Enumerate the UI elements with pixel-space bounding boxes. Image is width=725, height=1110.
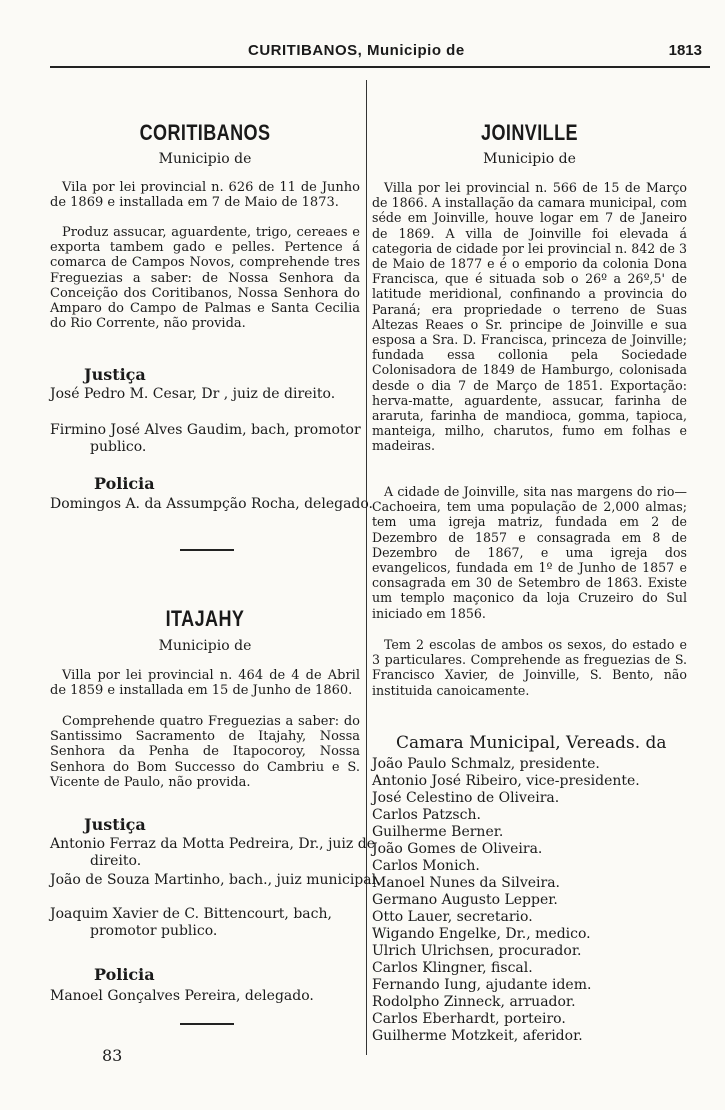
council-heading: Camara Municipal, Vereads. da [396,733,667,753]
paragraph: Produz assucar, aguardente, trigo, cereaes e exporta tambem gado e pelles. Pertence á comarca de Campos Novos, comprehende tres Freguezias a saber: de Nossa Senhora da Conceição dos Coritibanos, Nossa Senhora do Amparo do Campo de Palmas e Santa Cecilia do Rio Corrente, não provida. [50,225,360,332]
official-entry: João de Souza Martinho, bach., juiz municipal. [50,872,381,888]
council-member: Germano Augusto Lepper. [372,892,558,908]
paragraph: Comprehende quatro Freguezias a saber: do Santissimo Sacramento de Itajahy, Nossa Senhora da Penha de Itapocoroy, Nossa Senhora do Bom Successo do Cambriu e S. Vicente de Paulo, não provida. [50,714,360,790]
paragraph: Villa por lei provincial n. 566 de 15 de Março de 1866. A installação da camara municipal, com séde em Joinville, houve logar em 7 de Janeiro de 1869. A villa de Joinville foi elevada á categoria de cidade por lei provincial n. 842 de 3 de Maio de 1877 e é o emporio da colonia Dona Francisca, que é situada sob o 26º a 26º,5' de latitude meridional, confinando a provincia do Paraná; era propriedade o terreno de Suas Altezas Reaes o Sr. principe de Joinville e sua esposa a Sra. D. Francisca, princeza de Joinville; fundada essa collonia pela Sociedade Colonisadora de 1849 de Hamburgo, colonisada desde o dia 7 de Março de 1851. Exportação: herva-matte, aguardente, assucar, farinha de araruta, farinha de mandioca, gomma, tapioca, manteiga, milho, charutos, fumo em folhas e madeiras. [372,180,687,454]
council-member: Carlos Patzsch. [372,807,481,823]
council-member: Guilherme Berner. [372,824,504,840]
section-divider [180,1023,234,1025]
official-entry: Antonio Ferraz da Motta Pedreira, Dr., juiz de direito. [50,836,375,869]
policia-heading: Policia [94,474,155,493]
council-member: Carlos Klingner, fiscal. [372,960,533,976]
council-member: João Gomes de Oliveira. [372,841,543,857]
official-entry: José Pedro M. Cesar, Dr , juiz de direito. [50,386,336,402]
council-member: Carlos Eberhardt, porteiro. [372,1011,566,1027]
council-member: João Paulo Schmalz, presidente. [372,756,600,772]
justica-heading: Justiça [84,365,146,384]
section-divider [180,549,234,551]
council-member: Rodolpho Zinneck, arruador. [372,994,576,1010]
section-subtitle: Municipio de [158,638,252,654]
council-member: Manoel Nunes da Silveira. [372,875,561,891]
justica-heading: Justiça [84,815,146,834]
section-subtitle: Municipio de [483,151,576,167]
footer-number: 83 [102,1046,123,1065]
section-title-curitibanos: CORITIBANOS [139,120,271,145]
official-entry: Domingos A. da Assumpção Rocha, delegado. [50,496,374,512]
section-title-itajahy: ITAJAHY [165,606,245,631]
page-number: 1813 [668,42,702,59]
council-member: Wigando Engelke, Dr., medico. [372,926,591,942]
council-member: Carlos Monich. [372,858,480,874]
paragraph: Vila por lei provincial n. 626 de 11 de Junho de 1869 e installada em 7 de Maio de 1873. [50,180,360,211]
council-member: Fernando Iung, ajudante idem. [372,977,592,993]
council-member: Guilherme Motzkeit, aferidor. [372,1028,583,1044]
section-title-joinville: JOINVILLE [481,120,578,145]
paragraph: Villa por lei provincial n. 464 de 4 de Abril de 1859 e installada em 15 de Junho de 1860. [50,668,360,699]
policia-heading: Policia [94,965,155,984]
official-entry: Joaquim Xavier de C. Bittencourt, bach, promotor publico. [50,906,332,939]
official-entry: Manoel Gonçalves Pereira, delegado. [50,988,314,1004]
council-member: Ulrich Ulrichsen, procurador. [372,943,582,959]
running-title: CURITIBANOS, Municipio de [248,42,465,59]
council-member: Otto Lauer, secretario. [372,909,533,925]
council-member: Antonio José Ribeiro, vice-presidente. [372,773,640,789]
section-subtitle: Municipio de [158,151,252,167]
paragraph: Tem 2 escolas de ambos os sexos, do estado e 3 particulares. Comprehende as freguezias de S. Francisco Xavier, de Joinville, S. Bento, não instituida canoicamente. [372,637,687,698]
page-header [50,38,710,68]
council-member: José Celestino de Oliveira. [372,790,560,806]
official-entry: Firmino José Alves Gaudim, bach, promotor publico. [50,422,361,455]
paragraph: A cidade de Joinville, sita nas margens do rio—Cachoeira, tem uma população de 2,000 almas; tem uma igreja matriz, fundada em 2 de Dezembro de 1857 e consagrada em 8 de Dezembro de 1867, e uma igreja dos evangelicos, fundada em 1º de Junho de 1857 e consagrada em 30 de Setembro de 1863. Existe um templo maçonico da loja Cruzeiro do Sul iniciado em 1856. [372,484,687,621]
